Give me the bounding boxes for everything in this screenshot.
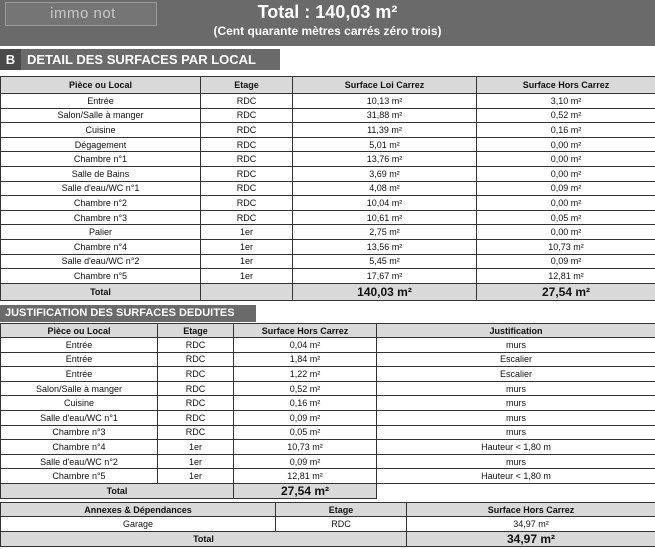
column-header: Surface Hors Carrez: [477, 77, 655, 94]
table-row: [1, 152, 655, 167]
table-row: [1, 137, 655, 152]
table-cell: Chambre n°4: [1, 440, 158, 455]
table-row: [1, 352, 655, 367]
table-cell: Salle d'eau/WC n°1: [1, 410, 158, 425]
table-cell: 17,67 m²: [293, 269, 477, 284]
table-cell: 10,61 m²: [293, 210, 477, 225]
table-cell: Chambre n°3: [1, 210, 201, 225]
table-cell: RDC: [201, 108, 293, 123]
table-cell: Total: [1, 283, 201, 300]
table-cell: RDC: [201, 152, 293, 167]
table-row: [1, 108, 655, 123]
table-cell: RDC: [201, 137, 293, 152]
table-cell: RDC: [201, 181, 293, 196]
table-cell: 0,00 m²: [477, 225, 655, 240]
table-cell: Dégagement: [1, 137, 201, 152]
table-cell: 10,73 m²: [477, 239, 655, 254]
total-surface-title: Total : 140,03 m²: [257, 2, 398, 22]
table-row: [1, 454, 655, 469]
table-cell: RDC: [158, 381, 234, 396]
table-row: [1, 181, 655, 196]
table-cell: RDC: [201, 196, 293, 211]
table-row: [1, 367, 655, 382]
table-cell: Entrée: [1, 352, 158, 367]
table-cell: Salle d'eau/WC n°2: [1, 454, 158, 469]
table-cell: Salon/Salle à manger: [1, 108, 201, 123]
total-row: [1, 283, 655, 300]
table-cell: 1,84 m²: [234, 352, 377, 367]
table-cell: Cuisine: [1, 123, 201, 138]
table-cell: 1er: [201, 225, 293, 240]
table-cell: 0,05 m²: [477, 210, 655, 225]
table-cell: Chambre n°4: [1, 239, 201, 254]
table-cell: 34,97 m²: [407, 532, 655, 547]
column-header: Justification: [377, 324, 655, 338]
table-cell: 13,76 m²: [293, 152, 477, 167]
table-cell: 0,52 m²: [477, 108, 655, 123]
table-row: [1, 94, 655, 109]
table-cell: Total: [1, 532, 407, 547]
table-cell: RDC: [158, 367, 234, 382]
summary-header: [0, 0, 655, 46]
table-row: [1, 517, 655, 532]
table-cell: 1er: [201, 269, 293, 284]
table-cell: Garage: [1, 517, 276, 532]
table-row: [1, 425, 655, 440]
annexes-table: [0, 502, 655, 547]
column-header: Surface Loi Carrez: [293, 77, 477, 94]
column-header: Etage: [201, 77, 293, 94]
table-cell: 34,97 m²: [407, 517, 655, 532]
table-cell: 12,81 m²: [234, 469, 377, 484]
table-cell: Hauteur < 1,80 m: [377, 440, 655, 455]
table-cell: Entrée: [1, 94, 201, 109]
table-row: [1, 381, 655, 396]
table-cell: Escalier: [377, 367, 655, 382]
table-row: [1, 225, 655, 240]
empty-cell: [377, 483, 655, 498]
column-header: Pièce ou Local: [1, 77, 201, 94]
table-row: [1, 338, 655, 353]
table-row: [1, 196, 655, 211]
table-cell: Salle d'eau/WC n°2: [1, 254, 201, 269]
table-cell: murs: [377, 338, 655, 353]
table-row: [1, 254, 655, 269]
justification-section-title: JUSTIFICATION DES SURFACES DEDUITES: [0, 305, 256, 322]
table-cell: 140,03 m²: [293, 283, 477, 300]
table-cell: 12,81 m²: [477, 269, 655, 284]
table-cell: murs: [377, 396, 655, 411]
table-cell: 4,08 m²: [293, 181, 477, 196]
table-cell: RDC: [158, 425, 234, 440]
table-cell: Chambre n°2: [1, 196, 201, 211]
section-letter: B: [0, 49, 21, 70]
table-cell: [201, 283, 293, 300]
table-cell: 1,22 m²: [234, 367, 377, 382]
table-cell: 11,39 m²: [293, 123, 477, 138]
table-cell: Hauteur < 1,80 m: [377, 469, 655, 484]
table-cell: 0,16 m²: [234, 396, 377, 411]
table-cell: Palier: [1, 225, 201, 240]
table-cell: Total: [1, 483, 234, 498]
table-cell: 10,73 m²: [234, 440, 377, 455]
table-row: [1, 166, 655, 181]
table-cell: 1er: [201, 254, 293, 269]
table-cell: Chambre n°5: [1, 269, 201, 284]
table-cell: RDC: [201, 94, 293, 109]
table-cell: Entrée: [1, 367, 158, 382]
column-header: Etage: [158, 324, 234, 338]
table-cell: 3,69 m²: [293, 166, 477, 181]
table-cell: Salon/Salle à manger: [1, 381, 158, 396]
detail-section-header: [0, 49, 280, 70]
table-cell: 5,01 m²: [293, 137, 477, 152]
surface-detail-table: [0, 76, 655, 301]
table-header-row: [1, 77, 655, 94]
table-cell: 10,04 m²: [293, 196, 477, 211]
table-cell: Cuisine: [1, 396, 158, 411]
table-cell: RDC: [158, 352, 234, 367]
table-cell: 13,56 m²: [293, 239, 477, 254]
table-cell: 0,09 m²: [234, 454, 377, 469]
table-cell: 3,10 m²: [477, 94, 655, 109]
table-cell: 0,00 m²: [477, 196, 655, 211]
table-header-row: [1, 324, 655, 338]
table-cell: 0,00 m²: [477, 137, 655, 152]
table-cell: 0,00 m²: [477, 152, 655, 167]
table-cell: 5,45 m²: [293, 254, 477, 269]
table-row: [1, 440, 655, 455]
table-cell: 27,54 m²: [234, 483, 377, 498]
table-cell: 1er: [158, 469, 234, 484]
table-cell: 0,09 m²: [234, 410, 377, 425]
table-cell: 1er: [158, 440, 234, 455]
table-cell: Chambre n°3: [1, 425, 158, 440]
table-row: [1, 210, 655, 225]
table-cell: RDC: [158, 396, 234, 411]
table-cell: murs: [377, 381, 655, 396]
justification-table: [0, 323, 655, 499]
column-header: Pièce ou Local: [1, 324, 158, 338]
table-cell: 0,09 m²: [477, 254, 655, 269]
table-cell: 0,16 m²: [477, 123, 655, 138]
total-surface-words: (Cent quarante mètres carrés zéro trois): [213, 24, 442, 38]
total-row: [1, 483, 655, 498]
immonot-watermark-logo: immo not: [5, 2, 157, 26]
table-cell: 10,13 m²: [293, 94, 477, 109]
table-row: [1, 396, 655, 411]
table-cell: 1er: [201, 239, 293, 254]
table-cell: RDC: [201, 123, 293, 138]
column-header: Annexes & Dépendances: [1, 503, 276, 517]
table-cell: 0,09 m²: [477, 181, 655, 196]
table-row: [1, 269, 655, 284]
detail-section-title: DETAIL DES SURFACES PAR LOCAL: [27, 52, 256, 67]
table-cell: 31,88 m²: [293, 108, 477, 123]
table-cell: 27,54 m²: [477, 283, 655, 300]
table-cell: 0,52 m²: [234, 381, 377, 396]
table-cell: RDC: [158, 410, 234, 425]
table-header-row: [1, 503, 655, 517]
table-cell: RDC: [158, 338, 234, 353]
table-cell: Escalier: [377, 352, 655, 367]
table-cell: 2,75 m²: [293, 225, 477, 240]
table-cell: 0,04 m²: [234, 338, 377, 353]
column-header: Surface Hors Carrez: [234, 324, 377, 338]
table-row: [1, 469, 655, 484]
table-cell: 0,00 m²: [477, 166, 655, 181]
table-cell: 0,05 m²: [234, 425, 377, 440]
column-header: Surface Hors Carrez: [407, 503, 655, 517]
table-cell: RDC: [201, 166, 293, 181]
table-row: [1, 410, 655, 425]
table-cell: Chambre n°5: [1, 469, 158, 484]
table-cell: RDC: [201, 210, 293, 225]
column-header: Etage: [276, 503, 407, 517]
table-cell: murs: [377, 410, 655, 425]
table-cell: murs: [377, 425, 655, 440]
table-cell: Salle de Bains: [1, 166, 201, 181]
table-cell: Salle d'eau/WC n°1: [1, 181, 201, 196]
table-cell: Entrée: [1, 338, 158, 353]
table-cell: Chambre n°1: [1, 152, 201, 167]
total-row: [1, 532, 655, 547]
table-row: [1, 239, 655, 254]
table-row: [1, 123, 655, 138]
table-cell: 1er: [158, 454, 234, 469]
table-cell: murs: [377, 454, 655, 469]
table-cell: RDC: [276, 517, 407, 532]
